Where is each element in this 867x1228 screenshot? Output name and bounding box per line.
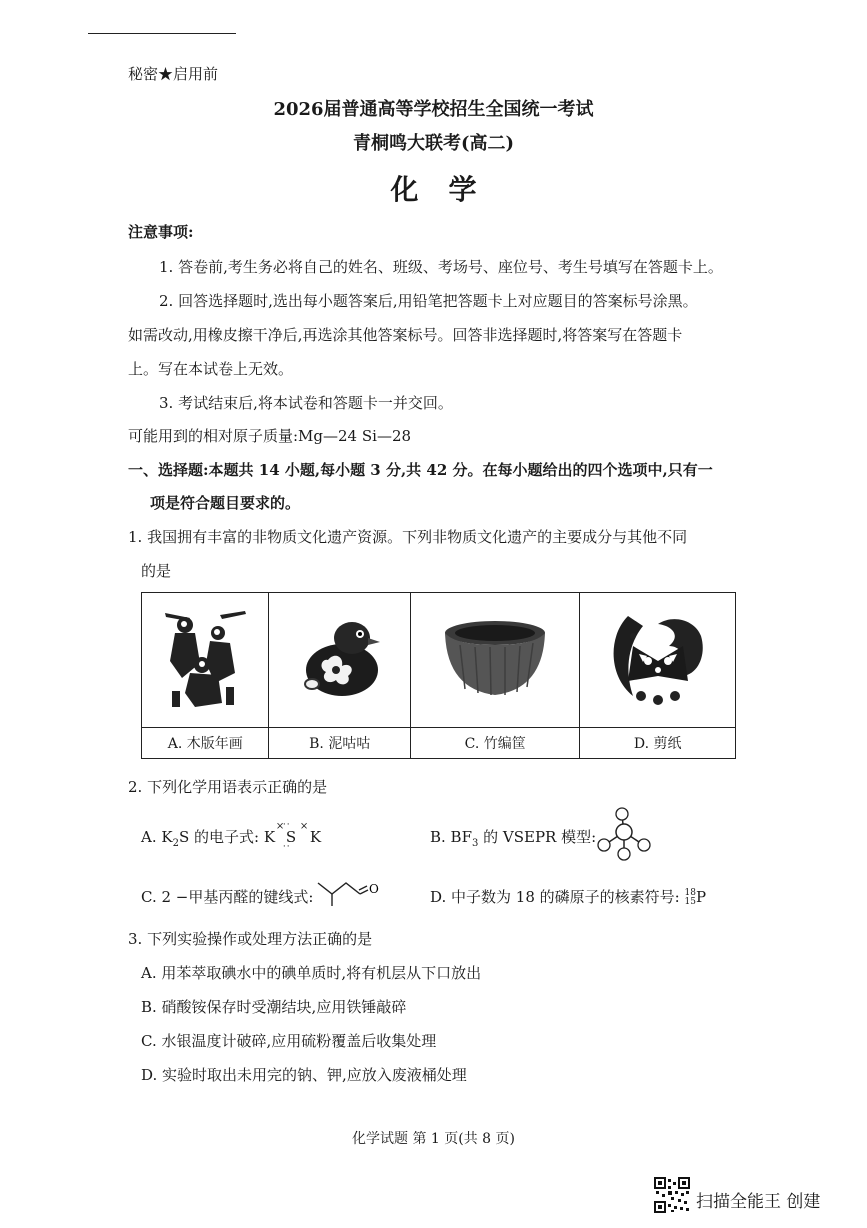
option-a-text: S 的电子式: (178, 828, 260, 846)
question-3-option-b: B. 硝酸铵保存时受潮结块,应用铁锤敲碎 (141, 998, 407, 1016)
electron-cross-icon: × (275, 821, 285, 832)
bond-line-formula-icon (316, 878, 380, 908)
option-a-label: A. 木版年画 (142, 728, 269, 759)
vsepr-model-icon (594, 804, 656, 864)
question-2-option-a (141, 820, 336, 852)
clay-whistle-image (269, 593, 410, 728)
electron-dots-top-icon: ·· (282, 820, 291, 830)
electron-formula (263, 820, 336, 852)
question-1-stem: 1. 我国拥有丰富的非物质文化遗产资源。下列非物质文化遗产的主要成分与其他不同 (128, 528, 688, 546)
exam-title: 2026届普通高等学校招生全国统一考试 (273, 99, 594, 120)
question-1-table (141, 592, 736, 759)
page-footer: 化学试题 第 1 页(共 8 页) (352, 1131, 515, 1147)
notes-heading: 注意事项: (128, 223, 194, 241)
note-2: 2. 回答选择题时,选出每小题答案后,用铅笔把答题卡上对应题目的答案标号涂黑。 (159, 292, 698, 310)
question-2-option-c: C. 2 −甲基丙醛的键线式: (141, 888, 314, 906)
subject-title: 化学 (390, 173, 507, 206)
exam-subtitle: 青桐鸣大联考(高二) (352, 133, 515, 154)
question-2-option-b (430, 826, 596, 849)
option-a-subscript: 2 (172, 838, 179, 849)
electron-formula-k1: K (263, 828, 276, 846)
question-3-stem: 3. 下列实验操作或处理方法正确的是 (128, 930, 373, 948)
question-3-option-a: A. 用苯萃取碘水中的碘单质时,将有机层从下口放出 (141, 964, 482, 982)
note-3: 3. 考试结束后,将本试卷和答题卡一并交回。 (159, 394, 453, 412)
bamboo-basket-image (410, 593, 580, 728)
question-2-option-d (430, 886, 706, 907)
question-2-stem: 2. 下列化学用语表示正确的是 (128, 778, 328, 796)
option-b-prefix: B. BF (430, 828, 472, 846)
note-2-end: 上。写在本试卷上无效。 (128, 360, 294, 378)
electron-cross-icon: × (299, 821, 309, 832)
paper-cut-image (580, 593, 736, 728)
note-1: 1. 答卷前,考生务必将自己的姓名、班级、考场号、座位号、考生号填写在答题卡上。 (159, 258, 723, 276)
section-heading-cont: 项是符合题目要求的。 (150, 494, 301, 512)
scanner-watermark: 扫描全能王 创建 (696, 1192, 821, 1212)
confidential-label: 秘密★启用前 (128, 65, 219, 83)
option-b-label: B. 泥咕咕 (269, 728, 410, 759)
option-c-label: C. 竹编筐 (410, 728, 580, 759)
option-a-prefix: A. K (141, 828, 173, 846)
nuclide-element: P (695, 888, 707, 906)
top-rule (88, 33, 236, 34)
atomic-mass: 可能用到的相对原子质量:Mg—24 Si—28 (128, 427, 412, 445)
option-b-text: 的 VSEPR 模型: (478, 828, 597, 846)
question-3-option-d: D. 实验时取出未用完的钠、钾,应放入废液桶处理 (141, 1066, 467, 1084)
option-d-label: D. 剪纸 (580, 728, 736, 759)
nuclide-mass-number: 18 (684, 888, 696, 898)
electron-formula-k2: K (309, 828, 322, 846)
question-1-stem-cont: 的是 (141, 562, 172, 580)
note-2-cont: 如需改动,用橡皮擦干净后,再选涂其他答案标号。回答非选择题时,将答案写在答题卡 (128, 326, 683, 344)
woodblock-print-image (142, 593, 269, 728)
qr-code-icon (654, 1177, 690, 1213)
nuclide-numbers (685, 889, 696, 907)
nuclide-atomic-number: 15 (684, 897, 696, 907)
section-heading: 一、选择题:本题共 14 小题,每小题 3 分,共 42 分。在每小题给出的四个选项中,只有一 (128, 461, 713, 479)
electron-dots-bottom-icon: ·· (282, 842, 291, 852)
electron-formula-s: S (285, 828, 297, 846)
oxygen-atom-label: O (369, 882, 379, 896)
question-3-option-c: C. 水银温度计破碎,应用硫粉覆盖后收集处理 (141, 1032, 437, 1050)
option-d-text: D. 中子数为 18 的磷原子的核素符号: (430, 888, 680, 906)
option-b-subscript: 3 (472, 838, 479, 849)
